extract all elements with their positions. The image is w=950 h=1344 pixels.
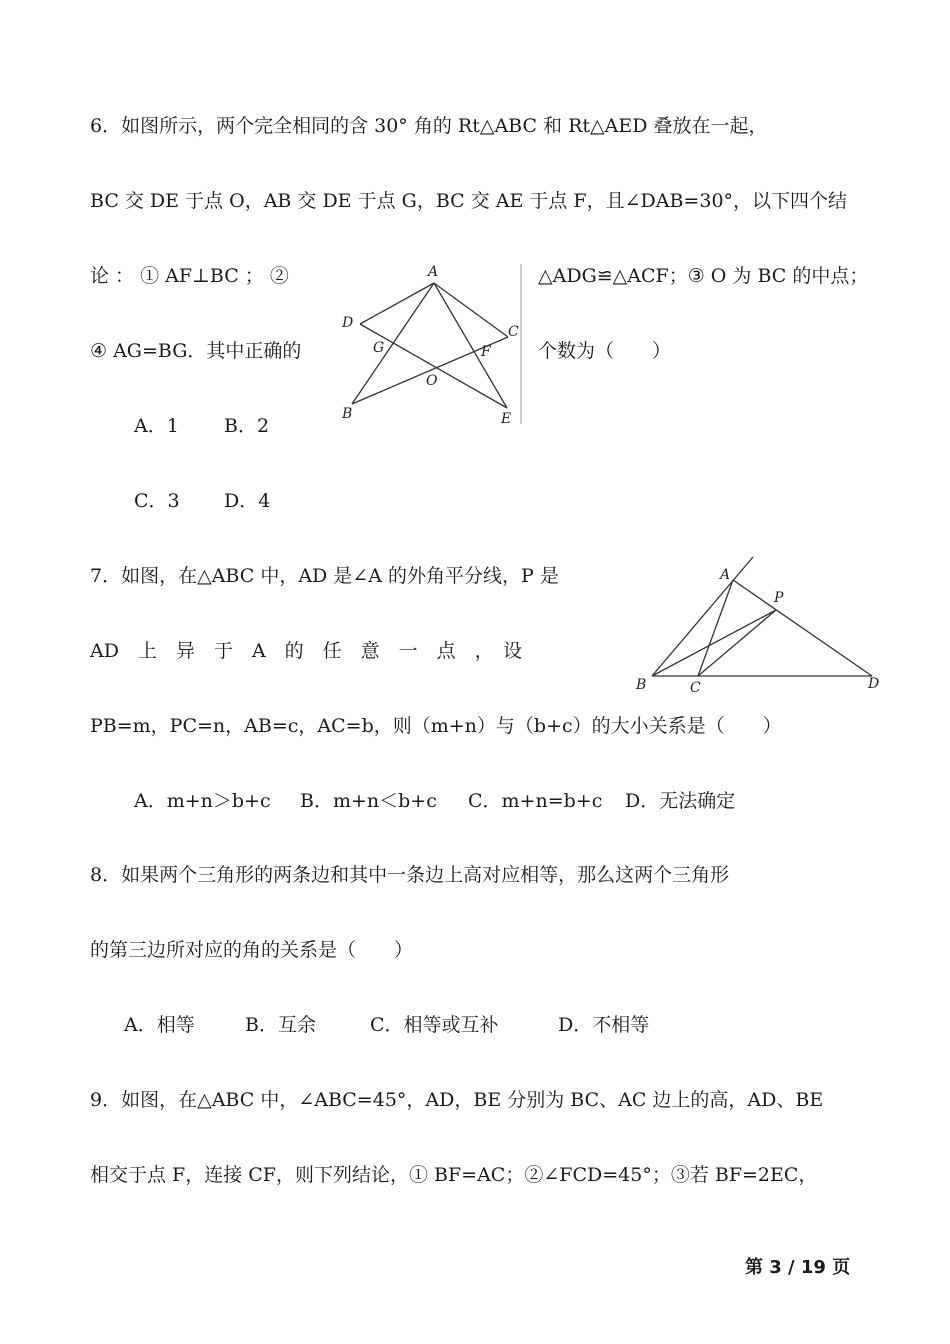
q8-option-c: C．相等或互补 [370,1014,499,1036]
label-d: D [868,676,880,692]
page-number: 第 3 / 19 页 [745,1257,851,1278]
label-g: G [373,340,385,356]
label-p: P [774,590,784,606]
segment-ac [434,283,508,337]
label-b: B [342,406,353,422]
q8-option-a: A．相等 [124,1014,195,1036]
q6-line-4-right: 个数为（ ） [538,340,672,362]
q6-line-4-left: ④ AG=BG．其中正确的 [90,340,302,362]
q6-option-c: C．3 [134,490,180,512]
q8-option-d: D．不相等 [558,1014,650,1036]
q6-option-a: A．1 [134,415,179,437]
label-d: D [342,315,354,331]
q6-line-2: BC 交 DE 于点 O，AB 交 DE 于点 G，BC 交 AE 于点 F，且∠DAB=30°，以下四个结 [90,190,848,212]
label-c: C [690,680,701,696]
segment-ab-extended [652,557,753,676]
q7-option-d: D．无法确定 [625,790,736,812]
q7-option-b: B．m+n＜b+c [300,790,437,812]
q6-figure [330,258,530,430]
q7-figure [628,550,888,700]
q6-line-1: 6．如图所示，两个完全相同的含 30° 角的 Rt△ABC 和 Rt△AED 叠放在一起， [90,115,768,137]
label-o: O [426,373,438,389]
label-e: E [501,411,512,427]
q6-option-d: D．4 [224,490,271,512]
q6-option-b: B．2 [224,415,270,437]
q8-line-1: 8．如果两个三角形的两条边和其中一条边上高对应相等，那么这两个三角形 [90,864,730,886]
q8-option-b: B．互余 [245,1014,316,1036]
label-a: A [720,567,731,583]
q7-line-2: AD 上 异 于 A 的 任 意 一 点 ， 设 [90,640,523,662]
label-c: C [508,324,519,340]
q9-line-2: 相交于点 F，连接 CF，则下列结论，① BF=AC；②∠FCD=45°；③若 BF=2EC， [90,1164,818,1186]
q9-line-1: 9．如图，在△ABC 中，∠ABC=45°，AD，BE 分别为 BC、AC 边上的高，AD、BE [90,1089,824,1111]
segment-pb [652,610,776,676]
q7-line-1: 7．如图，在△ABC 中，AD 是∠A 的外角平分线，P 是 [90,565,559,587]
label-a: A [428,264,439,280]
q8-line-2: 的第三边所对应的角的关系是（ ） [90,939,414,961]
q6-line-3-right: △ADG≌△ACF；③ O 为 BC 的中点； [538,265,869,287]
q6-line-3-left: 论 ： ① AF⊥BC ； ② [90,265,289,287]
label-f: F [481,344,491,360]
segment-ae [434,283,507,408]
q7-option-a: A．m+n＞b+c [134,790,271,812]
q7-line-3: PB=m，PC=n，AB=c，AC=b，则（m+n）与（b+c）的大小关系是（ ） [90,715,782,737]
label-b: B [636,677,647,693]
segment-ad [360,283,434,324]
segment-de [360,324,507,408]
q7-option-c: C．m+n=b+c [468,790,603,812]
